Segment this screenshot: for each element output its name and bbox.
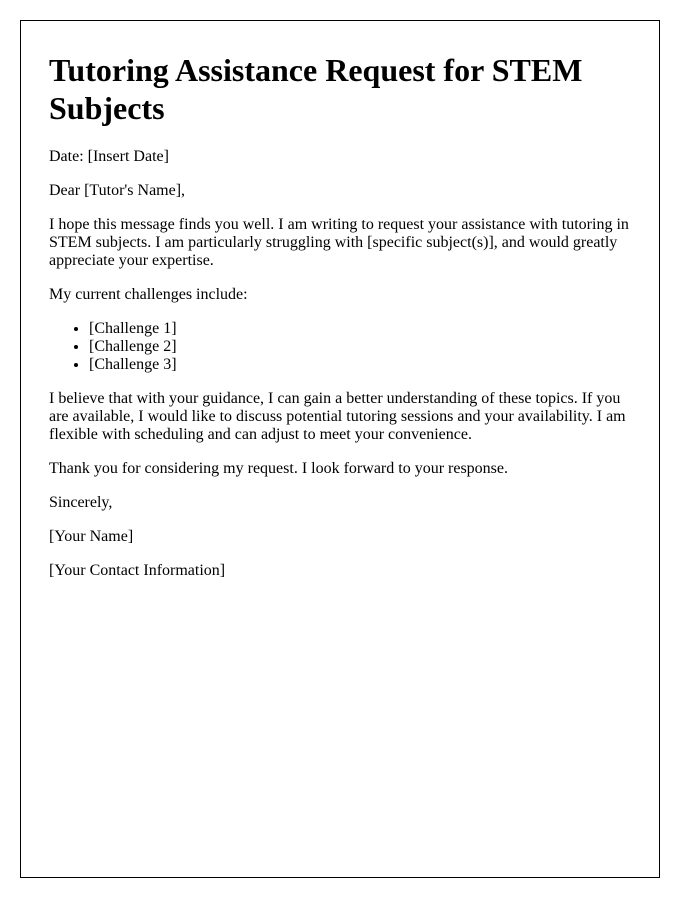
letter-title: Tutoring Assistance Request for STEM Subjects xyxy=(49,52,583,126)
intro-paragraph: I hope this message finds you well. I am writing to request your assistance with tutoring in STEM subjects. I am particularly struggling with [specific subject(s)], and would greatly appreciate your expertise. xyxy=(49,216,629,269)
date-line: Date: [Insert Date] xyxy=(49,148,169,165)
contact-info: [Your Contact Information] xyxy=(49,562,226,579)
challenge-item: • [Challenge 2] xyxy=(89,338,631,356)
challenge-item: • [Challenge 3] xyxy=(89,356,631,374)
greeting: Dear [Tutor's Name], xyxy=(49,182,186,199)
thanks-paragraph: Thank you for considering my request. I look forward to your response. xyxy=(49,460,508,477)
closing: Sincerely, xyxy=(49,494,113,511)
guidance-paragraph: I believe that with your guidance, I can gain a better understanding of these topics. If you are available, I would like to discuss potential tutoring sessions and your availability. I am flexible with scheduling and can adjust to meet your convenience. xyxy=(49,390,626,443)
challenges-intro: My current challenges include: xyxy=(49,286,248,303)
signature-name: [Your Name] xyxy=(49,528,134,545)
challenges-list xyxy=(49,320,631,374)
letter-page xyxy=(20,20,660,878)
challenge-item: • [Challenge 1] xyxy=(89,320,631,338)
